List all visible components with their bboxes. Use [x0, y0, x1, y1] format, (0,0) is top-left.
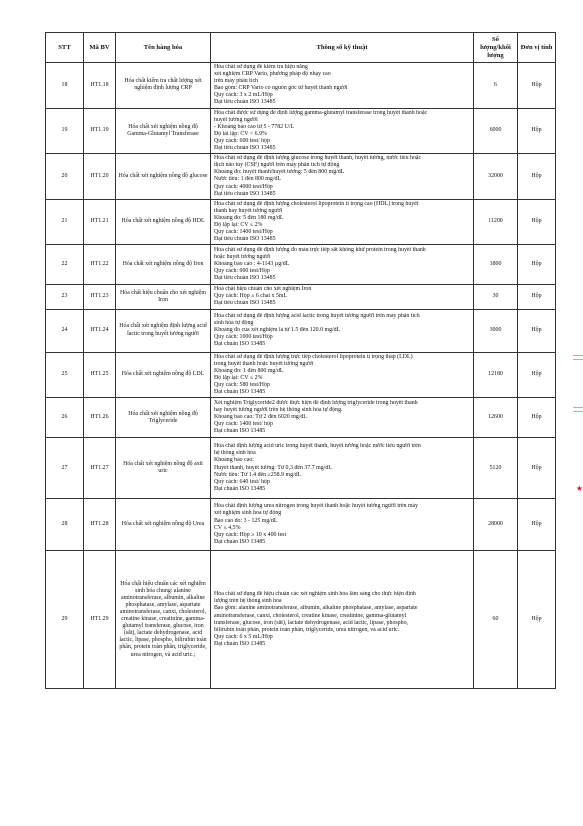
spec-line: Đạt chuẩn ISO 13485	[214, 640, 266, 647]
table-row	[46, 352, 556, 398]
header-thong-so: Thông số kỹ thuật	[211, 33, 474, 63]
spec-line: thanh hay huyết tương người	[214, 207, 283, 214]
table-row	[46, 309, 556, 352]
spec-line: trên máy phân tích	[214, 78, 259, 85]
spec-line: lượng trên hệ thống sinh hóa	[214, 598, 282, 605]
spec-line: Khoảng đo: 1 đến 800 mg/dL	[214, 367, 284, 374]
spec-line: Khoảng báo cáo : 4-1143 µg/dL	[214, 261, 290, 268]
don-vi-cell: Hộp	[518, 309, 556, 352]
ten-hang-hoa-cell: Hóa chất xét nghiệm nồng độ Triglyceride	[116, 398, 211, 438]
don-vi-cell: Hộp	[518, 154, 556, 200]
spec-line: Quy cách: 1000 test/Hộp	[214, 334, 273, 341]
spec-line: Hóa chất định lượng acid uric trong huyết thanh, huyết tương hoặc nước tiểu người trên	[214, 443, 421, 450]
spec-cell	[211, 499, 474, 551]
spec-line: Đạt chuẩn ISO 13485	[214, 485, 266, 492]
margin-star-mark	[573, 485, 583, 501]
spec-line: Xét nghiệm Triglyceride2 được thực hiện để định lượng triglyceride trong huyết thanh	[214, 399, 418, 406]
spec-cell	[211, 438, 474, 499]
so-luong-cell: 3000	[474, 309, 518, 352]
spec-line: sinh hóa tự động	[214, 319, 254, 326]
spec-line: Quy cách: 640 test/ hộp	[214, 478, 270, 485]
ma-bv-cell: HT1.19	[84, 108, 116, 154]
spec-line: Đạt tiêu chuẩn ISO 13485	[214, 99, 276, 106]
so-luong-cell: 1800	[474, 245, 518, 285]
spec-line: Khoảng đo: 5 đến 180 mg/dL	[214, 214, 284, 221]
table-row	[46, 499, 556, 551]
stt-cell: 18	[46, 63, 84, 109]
so-luong-cell: 11200	[474, 199, 518, 245]
header-ten-hang-hoa: Tên hàng hóa	[116, 33, 211, 63]
ten-hang-hoa-cell: Hóa chất xét nghiệm nồng độ HDL	[116, 199, 211, 245]
header-ma-bv: Mã BV	[84, 33, 116, 63]
header-so-luong: Số lượng/khối lượng	[474, 33, 518, 63]
ten-hang-hoa-cell: Hóa chất hiệu chuẩn cho xét nghiệm Iron	[116, 285, 211, 309]
spec-line: Quy cách: 1400 test/ hộp	[214, 421, 273, 428]
spec-line: Quy cách: Hộp ≥ 6 chai x 5mL	[214, 293, 288, 300]
spec-cell	[211, 352, 474, 398]
table-row	[46, 438, 556, 499]
spec-line: xét nghiệm sinh hóa tự động	[214, 510, 282, 517]
ma-bv-cell: HT1.27	[84, 438, 116, 499]
ma-bv-cell: HT1.24	[84, 309, 116, 352]
spec-line: Khoảng đo của xét nghiệm là từ 1.5 đến 120.0 mg/dL	[214, 326, 341, 333]
so-luong-cell: 32000	[474, 154, 518, 200]
spec-line: Khoảng báo cáo:	[214, 457, 254, 464]
spec-line: Hóa chất sử dụng để định lượng glucose trong huyết thanh, huyết tương, nước tiểu hoặc	[214, 155, 422, 162]
spec-line: Báo cáo đo: 3 - 125 mg/dL	[214, 517, 278, 524]
don-vi-cell: Hộp	[518, 63, 556, 109]
table-row	[46, 551, 556, 689]
spec-line: Đạt tiêu chuẩn ISO 13485	[214, 300, 276, 307]
star-icon: ★	[575, 484, 583, 493]
table-row	[46, 199, 556, 245]
ma-bv-cell: HT1.29	[84, 551, 116, 689]
so-luong-cell: 5120	[474, 438, 518, 499]
spec-cell	[211, 285, 474, 309]
spec-line: Đạt tiêu chuẩn ISO 13485	[214, 236, 276, 243]
spec-cell	[211, 245, 474, 285]
spec-line: CV ≤ 4,5%	[214, 524, 241, 531]
spec-line: Độ lặp lại: CV ≤ 2%	[214, 221, 263, 228]
spec-line: hoặc huyết tương người	[214, 254, 271, 261]
spec-line: - Khoảng báo cáo từ 5 - 7782 U/L	[214, 123, 295, 130]
spec-line: trong huyết thanh hoặc huyết tương người	[214, 360, 314, 367]
spec-line: Đạt tiêu chuẩn ISO 13485	[214, 275, 276, 282]
header-don-vi: Đơn vị tính	[518, 33, 556, 63]
stt-cell: 25	[46, 352, 84, 398]
spec-line: Quy cách: 580 test/Hộp	[214, 381, 270, 388]
ma-bv-cell: HT1.23	[84, 285, 116, 309]
spec-line: Hóa chất sử dụng để kiểm tra hiệu năng	[214, 64, 308, 70]
spec-line: Quy cách: 1400 test/Hộp	[214, 229, 273, 236]
spec-line: Độ tái lặp: CV < 6.9%	[214, 130, 267, 137]
spec-line: Nước tiểu: Từ 1.4 đến ≥258.9 mg/dL	[214, 471, 302, 478]
spec-line: Bao gồm: alanine aminotransferase, albumin, alkaline phosphatase, amylase, aspartate	[214, 605, 418, 612]
spec-line: Khoảng đo: huyết thanh/huyết tương: 5 đến 800 mg/dL	[214, 169, 345, 176]
ma-bv-cell: HT1.20	[84, 154, 116, 200]
document-page	[45, 32, 555, 689]
spec-line: huyết tương người	[214, 116, 258, 123]
spec-table	[45, 32, 556, 689]
stt-cell: 27	[46, 438, 84, 499]
don-vi-cell: Hộp	[518, 499, 556, 551]
spec-line: dịch não tủy (CSF) người trên máy phân tích tự động	[214, 162, 340, 169]
stt-cell: 19	[46, 108, 84, 154]
ten-hang-hoa-cell: Hóa chất xét nghiệm nồng độ Iron	[116, 245, 211, 285]
spec-line: xét nghiệm CRP Vario, phương pháp độ nhạy cao	[214, 71, 331, 78]
don-vi-cell: Hộp	[518, 551, 556, 689]
don-vi-cell: Hộp	[518, 245, 556, 285]
so-luong-cell: 60	[474, 551, 518, 689]
ma-bv-cell: HT1.18	[84, 63, 116, 109]
spec-line: Bao gồm: CRP Vario có nguồn gốc từ huyết thanh người	[214, 85, 348, 92]
spec-line: Hóa chất định lượng urea nitrogen trong huyết thanh hoặc huyết tương người trên máy	[214, 503, 419, 510]
stt-cell: 23	[46, 285, 84, 309]
ma-bv-cell: HT1.28	[84, 499, 116, 551]
spec-line: Hóa chất sử dụng để định lượng cholesterol lipoprotein tỉ trọng cao (HDL) trong huyết	[214, 200, 419, 207]
spec-line: Hóa chất sử dụng để định lượng đo màu trực tiếp sắt không khử protein trong huyết thanh	[214, 247, 426, 254]
don-vi-cell: Hộp	[518, 199, 556, 245]
ten-hang-hoa-cell: Hóa chất xét nghiệm nồng độ Gamma-Glutamyl Transferase	[116, 108, 211, 154]
spec-line: Nước tiểu: 1 đến 800 mg/dL	[214, 176, 282, 183]
spec-line: Hoá chất hiệu chuẩn cho xét nghiệm Iron	[214, 286, 312, 293]
stt-cell: 28	[46, 499, 84, 551]
spec-line: Quy cách: 900 test/Hộp	[214, 268, 270, 275]
spec-cell	[211, 108, 474, 154]
spec-line: Đạt tiêu chuẩn ISO 13485	[214, 190, 276, 197]
stt-cell: 29	[46, 551, 84, 689]
don-vi-cell: Hộp	[518, 398, 556, 438]
don-vi-cell: Hộp	[518, 438, 556, 499]
don-vi-cell: Hộp	[518, 285, 556, 309]
ten-hang-hoa-cell: Hóa chất xét nghiệm nồng độ glucose	[116, 154, 211, 200]
spec-line: transferase, glucose, iron (sắt), lactate dehydrogenase, acid lactic, lipase, phospho,	[214, 619, 408, 626]
table-header-row	[46, 33, 556, 63]
spec-line: Huyết thanh, huyết tương: Từ 0,3 đến 37.7 mg/dL	[214, 464, 332, 471]
stt-cell: 24	[46, 309, 84, 352]
ten-hang-hoa-cell: Hóa chất xét nghiệm nồng độ LDL	[116, 352, 211, 398]
spec-line: Quy cách: 6 x 5 mL/Hộp	[214, 633, 273, 640]
stt-cell: 26	[46, 398, 84, 438]
spec-line: Hóa chất sử dụng để hiệu chuẩn các xét nghiệm sinh hóa lâm sàng cho thực hiện định	[214, 591, 416, 598]
spec-line: Quy cách: 600 test/ hộp	[214, 137, 270, 144]
ma-bv-cell: HT1.21	[84, 199, 116, 245]
spec-cell	[211, 199, 474, 245]
spec-line: Hóa chất sử dụng để định lượng trực tiếp cholesterol lipoprotein tỉ trọng thấp (LDL)	[214, 353, 413, 360]
ten-hang-hoa-cell: Hóa chất hiệu chuẩn các xét nghiệm sinh hóa chung: alanine aminotransferase, albumin, alkaline phosphatase, amylase, aspartate aminotransferase, canxi, cholesterol, creatine kinase, creatinine, gamma-glutamyl transferase, glucose, iron (sắt), lactate dehydrogenase, acid lactic, lipase, phospho, bilirubin toàn phần, protein toàn phần, triglyceride, urea nitrogen, và acid uric.;	[116, 551, 211, 689]
table-row	[46, 63, 556, 109]
spec-line: Đạt chuẩn ISO 13485	[214, 389, 266, 395]
spec-line: hay huyết tương người trên hệ thống sinh hóa tự động.	[214, 406, 343, 413]
so-luong-cell: 12180	[474, 352, 518, 398]
so-luong-cell: 12600	[474, 398, 518, 438]
spec-line: Độ lặp lại: CV ≤ 2%	[214, 374, 263, 381]
spec-line: aminotransferase, canxi, cholesterol, creatine kinase, creatinine, gamma-glutamyl	[214, 612, 407, 619]
spec-cell	[211, 398, 474, 438]
spec-cell	[211, 551, 474, 689]
table-row	[46, 245, 556, 285]
ten-hang-hoa-cell: Hóa chất xét nghiệm nồng độ axit uric	[116, 438, 211, 499]
spec-line: Quy cách: 4000 test/Hộp	[214, 183, 273, 190]
ten-hang-hoa-cell: Hóa chất xét nghiệm nồng độ Urea	[116, 499, 211, 551]
ma-bv-cell: HT1.22	[84, 245, 116, 285]
spec-line: Quy cách: 3 x 2 mL/Hộp	[214, 92, 273, 99]
spec-line: hệ thống sinh hóa	[214, 450, 256, 457]
so-luong-cell: 30	[474, 285, 518, 309]
table-row	[46, 398, 556, 438]
spec-line: Đạt chuẩn ISO 13485	[214, 341, 266, 348]
ma-bv-cell: HT1.25	[84, 352, 116, 398]
spec-line: Hóa chất được sử dụng để định lượng gamma-glutamyl transferase trong huyết thanh hoặc	[214, 109, 428, 116]
margin-ink-mark	[573, 352, 583, 366]
ma-bv-cell: HT1.26	[84, 398, 116, 438]
spec-cell	[211, 154, 474, 200]
spec-line: Đạt chuẩn ISO 13485	[214, 428, 266, 435]
spec-line: Khoảng báo cáo: Từ 2 đến 6020 mg/dL	[214, 414, 307, 421]
spec-line: Đạt chuẩn ISO 13485	[214, 538, 266, 545]
stt-cell: 22	[46, 245, 84, 285]
spec-line: Quy cách: Hộp ≥ 10 x 400 test	[214, 531, 287, 538]
ten-hang-hoa-cell: Hóa chất xét nghiệm định lượng acid lactic trong huyết tương người	[116, 309, 211, 352]
stt-cell: 20	[46, 154, 84, 200]
spec-line: Đạt tiêu chuẩn ISO 13485	[214, 145, 276, 152]
spec-cell	[211, 63, 474, 109]
don-vi-cell: Hộp	[518, 108, 556, 154]
don-vi-cell: Hộp	[518, 352, 556, 398]
ten-hang-hoa-cell: Hóa chất kiểm tra chất lượng xét nghiệm định lượng CRP	[116, 63, 211, 109]
spec-line: Hóa chất sử dụng để định lượng acid lactic trong huyết tương người trên máy phân tích	[214, 312, 420, 319]
table-row	[46, 154, 556, 200]
header-stt: STT	[46, 33, 84, 63]
so-luong-cell: 28000	[474, 499, 518, 551]
so-luong-cell: 6	[474, 63, 518, 109]
so-luong-cell: 6000	[474, 108, 518, 154]
spec-cell	[211, 309, 474, 352]
spec-line: bilirubin toàn phần, protein toàn phần, triglyceride, urea nitrogen, và acid uric.	[214, 626, 400, 633]
margin-ink-mark	[573, 404, 583, 418]
table-row	[46, 285, 556, 309]
stt-cell: 21	[46, 199, 84, 245]
table-row	[46, 108, 556, 154]
